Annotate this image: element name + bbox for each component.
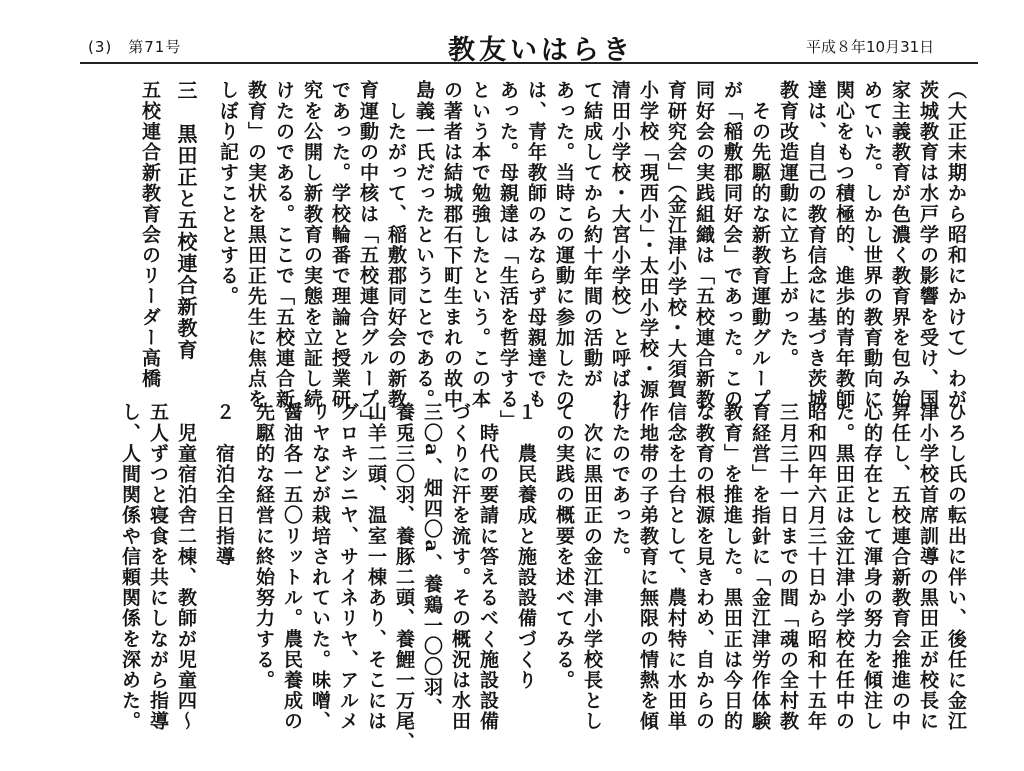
header-rule	[80, 62, 978, 64]
issue-number: (3) 第71号	[88, 38, 182, 56]
body-line: な教育の根源を見きわめ、自からの	[693, 402, 715, 732]
body-line: 育研究会」（金江津小学校・大須賀	[665, 80, 687, 401]
body-line: 教育」の実状を黒田正先生に焦点を	[245, 80, 267, 410]
body-line: 清田小学校・大宮小学校）と呼ばれ	[609, 80, 631, 410]
body-line: 茨城教育は水戸学の影響を受け、国	[917, 80, 939, 410]
body-line: 三〇a、畑四〇a、養鶏一〇〇羽、	[421, 402, 443, 719]
body-line: の著者は結城郡石下町生まれの故中	[441, 80, 463, 410]
body-line: 昭和四年六月三十日から昭和十五年	[805, 402, 827, 732]
body-line: 教育改造運動に立ち上がった。	[777, 80, 799, 369]
body-line: あった。当時この運動に参加したの	[553, 80, 575, 410]
body-line: 育経営」を指針に「金江津労作体験	[749, 402, 771, 732]
body-line: 時代の要請に答えるべく施設設備	[477, 402, 499, 732]
body-line: 山羊二頭、温室一棟あり、そこには	[365, 402, 387, 732]
body-line: その先駆的な新教育運動グループ	[749, 80, 771, 410]
body-line: 家主義教育が色濃く教育界を包み始	[889, 80, 911, 410]
body-line: た。黒田正は金江津小学校在任中の	[833, 402, 855, 732]
body-line: 信念を土台として、農村特に水田単	[665, 402, 687, 732]
body-line: 児童宿泊舎二棟、教師が児童四～	[175, 402, 197, 732]
body-line: という本で勉強したという。この本	[469, 80, 491, 410]
body-line: 作地帯の子弟教育に無限の情熱を傾	[637, 402, 659, 732]
upper-body-text	[139, 80, 970, 431]
body-line: したがって、稲敷郡同好会の新教	[385, 80, 407, 410]
body-line: し、人間関係や信頼関係を深めた。	[119, 402, 141, 732]
page-header	[0, 0, 1024, 66]
body-line: 心的存在として渾身の努力を傾注し	[861, 402, 883, 732]
body-line: しぼり記すこととする。	[217, 80, 239, 307]
body-line: が「稲敷郡同好会」であった。この	[721, 80, 743, 410]
body-line: 育運動の中核は「五校連合グループ」	[357, 80, 379, 431]
body-line: 養兎三〇羽、養豚二頭、養鯉一万尾、	[393, 402, 415, 753]
body-line: けたのであった。	[609, 402, 631, 567]
body-line: づくりに汗を流す。その概況は水田	[449, 402, 471, 732]
section-heading: 三 黒田正と五校連合新教育	[174, 80, 198, 361]
subsection-heading: ２ 宿泊全日指導	[213, 402, 235, 567]
body-line: 小学校「現西小」・太田小学校・源	[637, 80, 659, 401]
body-line: 五校連合新教育会のリーダー高橋	[139, 80, 161, 389]
body-line: ての実践の概要を述べてみる。	[553, 402, 575, 691]
body-line: 五人ずつと寝食を共にしながら指導	[147, 402, 169, 732]
body-line: （大正末期から昭和にかけて）わが	[945, 80, 967, 410]
body-line: 次に黒田正の金江津小学校長とし	[581, 402, 603, 732]
body-line: 島義一氏だったということである。	[413, 80, 435, 410]
body-line: 究を公開し新教育の実態を立証し続	[301, 80, 323, 410]
body-line: リヤなどが栽培されていた。味噌、	[309, 402, 331, 732]
body-line: けたのである。ここで「五校連合新	[273, 80, 295, 410]
body-line: 昇任し、五校連合新教育会推進の中	[889, 402, 911, 732]
body-line: 津小学校首席訓導の黒田正が校長に	[917, 402, 939, 732]
subsection-heading: １ 農民養成と施設設備づくり	[515, 402, 537, 691]
body-line: て結成してから約十年間の活動が	[581, 80, 603, 389]
body-line: グロキシニヤ、サイネリヤ、アルメ	[337, 402, 359, 732]
issue-date: 平成８年10月31日	[806, 38, 935, 56]
body-line: 先駆的な経営に終始努力する。	[253, 402, 275, 691]
body-line: であった。学校輪番で理論と授業研	[329, 80, 351, 410]
body-line: 教育」を推進した。黒田正は今日的	[721, 402, 743, 732]
body-line: 三月三十一日までの間「魂の全村教	[777, 402, 799, 732]
body-line: 関心をもつ積極的、進歩的青年教師	[833, 80, 855, 410]
body-line: あった。母親達は「生活を哲学する」	[497, 80, 519, 431]
body-line: めていた。しかし世界の教育動向に	[861, 80, 883, 410]
body-line: 達は、自己の教育信念に基づき茨城	[805, 80, 827, 410]
body-line: 同好会の実践組織は「五校連合新教	[693, 80, 715, 410]
newsletter-title: 教友いはらき	[448, 35, 634, 66]
body-line: 醤油各一五〇リットル。農民養成の	[281, 402, 303, 732]
lower-body-text	[30, 402, 970, 753]
body-line: ひろし氏の転出に伴い、後任に金江	[945, 402, 967, 732]
body-line: は、青年教師のみならず母親達でも	[525, 80, 547, 410]
